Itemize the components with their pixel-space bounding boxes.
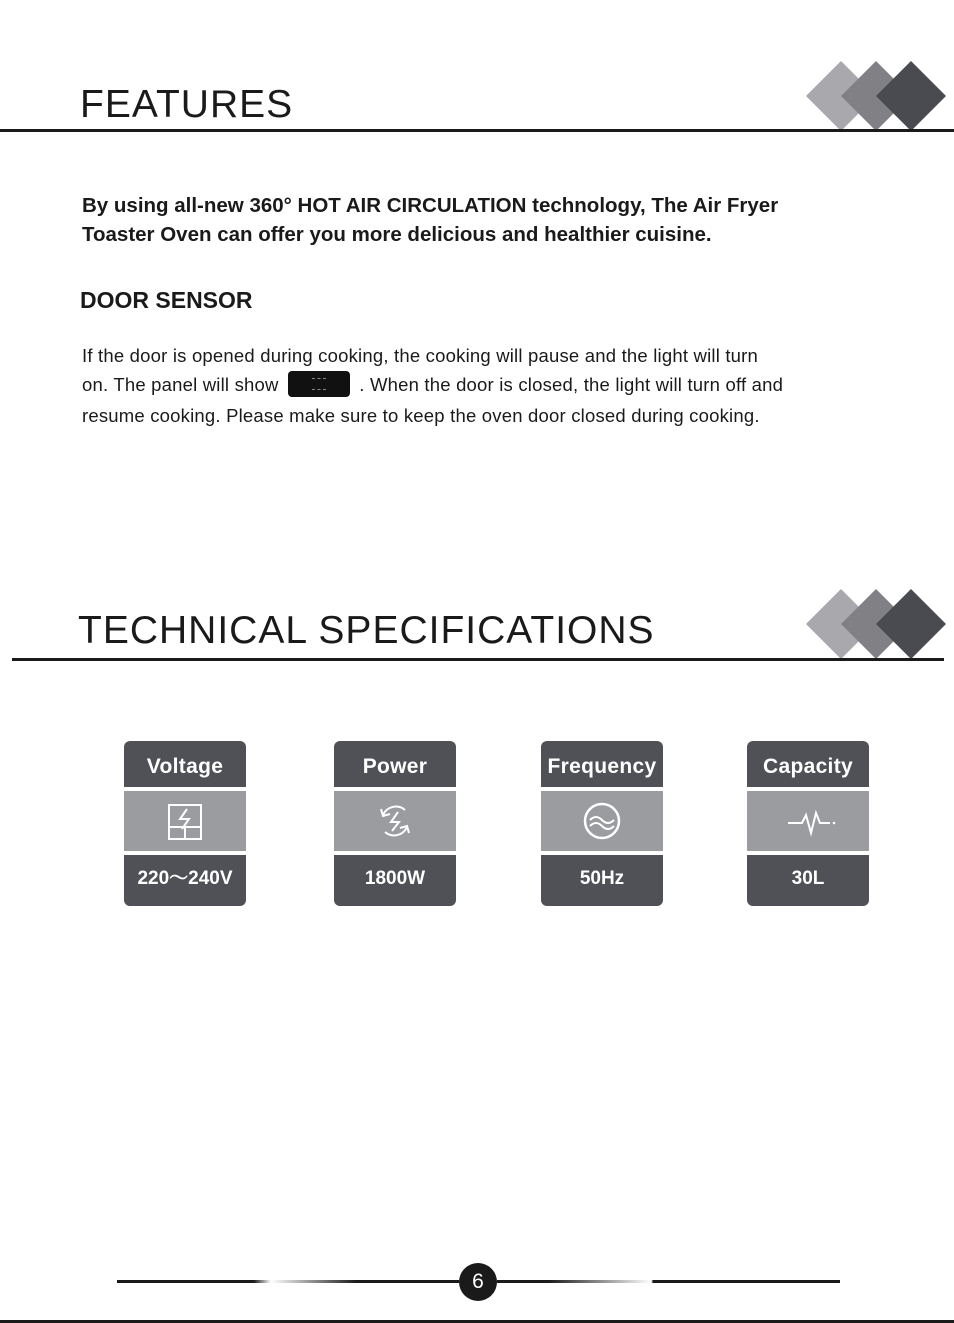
spec-icon-area [334, 791, 456, 851]
spec-value: 30L [747, 855, 869, 906]
voltage-icon [165, 801, 205, 841]
pulse-icon [778, 801, 838, 841]
intro-line-2: Toaster Oven can offer you more delicious and healthier cuisine. [82, 223, 712, 246]
spec-icon-area [541, 791, 663, 851]
spec-value: 220～240V [124, 855, 246, 906]
spec-label: Voltage [124, 741, 246, 787]
spec-card-capacity [747, 741, 869, 906]
door-sensor-line-2 [82, 370, 902, 400]
door-sensor-heading: DOOR SENSOR [80, 287, 253, 313]
spec-card-voltage [124, 741, 246, 906]
spec-icon-area [124, 791, 246, 851]
tech-specs-title: TECHNICAL SPECIFICATIONS [78, 609, 655, 652]
spec-card-power [334, 741, 456, 906]
power-cycle-icon [375, 801, 415, 841]
spec-icon-area [747, 791, 869, 851]
decorative-diamonds-icon [806, 61, 946, 131]
footer-line-right [497, 1280, 840, 1283]
features-intro [82, 191, 882, 249]
intro-line-1: By using all-new 360° HOT AIR CIRCULATION technology, The Air Fryer [82, 194, 779, 217]
spec-label: Power [334, 741, 456, 787]
door-sensor-line-2-start: on. The panel will show [82, 374, 279, 395]
spec-label: Capacity [747, 741, 869, 787]
page-number: 6 [459, 1263, 497, 1301]
door-sensor-line-1: If the door is opened during cooking, the cooking will pause and the light will turn [82, 345, 759, 366]
spec-card-frequency [541, 741, 663, 906]
spec-value: 50Hz [541, 855, 663, 906]
door-sensor-line-2-end: . When the door is closed, the light will turn off and [359, 374, 784, 395]
frequency-wave-icon [582, 801, 622, 841]
features-divider [0, 129, 954, 132]
decorative-diamonds-icon [806, 589, 946, 659]
spec-value: 1800W [334, 855, 456, 906]
panel-display-icon [288, 371, 350, 397]
door-sensor-line-3: resume cooking. Please make sure to keep the oven door closed during cooking. [82, 405, 760, 426]
tech-specs-divider [12, 658, 944, 661]
footer-line-left [117, 1280, 459, 1283]
features-title: FEATURES [80, 83, 294, 126]
spec-label: Frequency [541, 741, 663, 787]
